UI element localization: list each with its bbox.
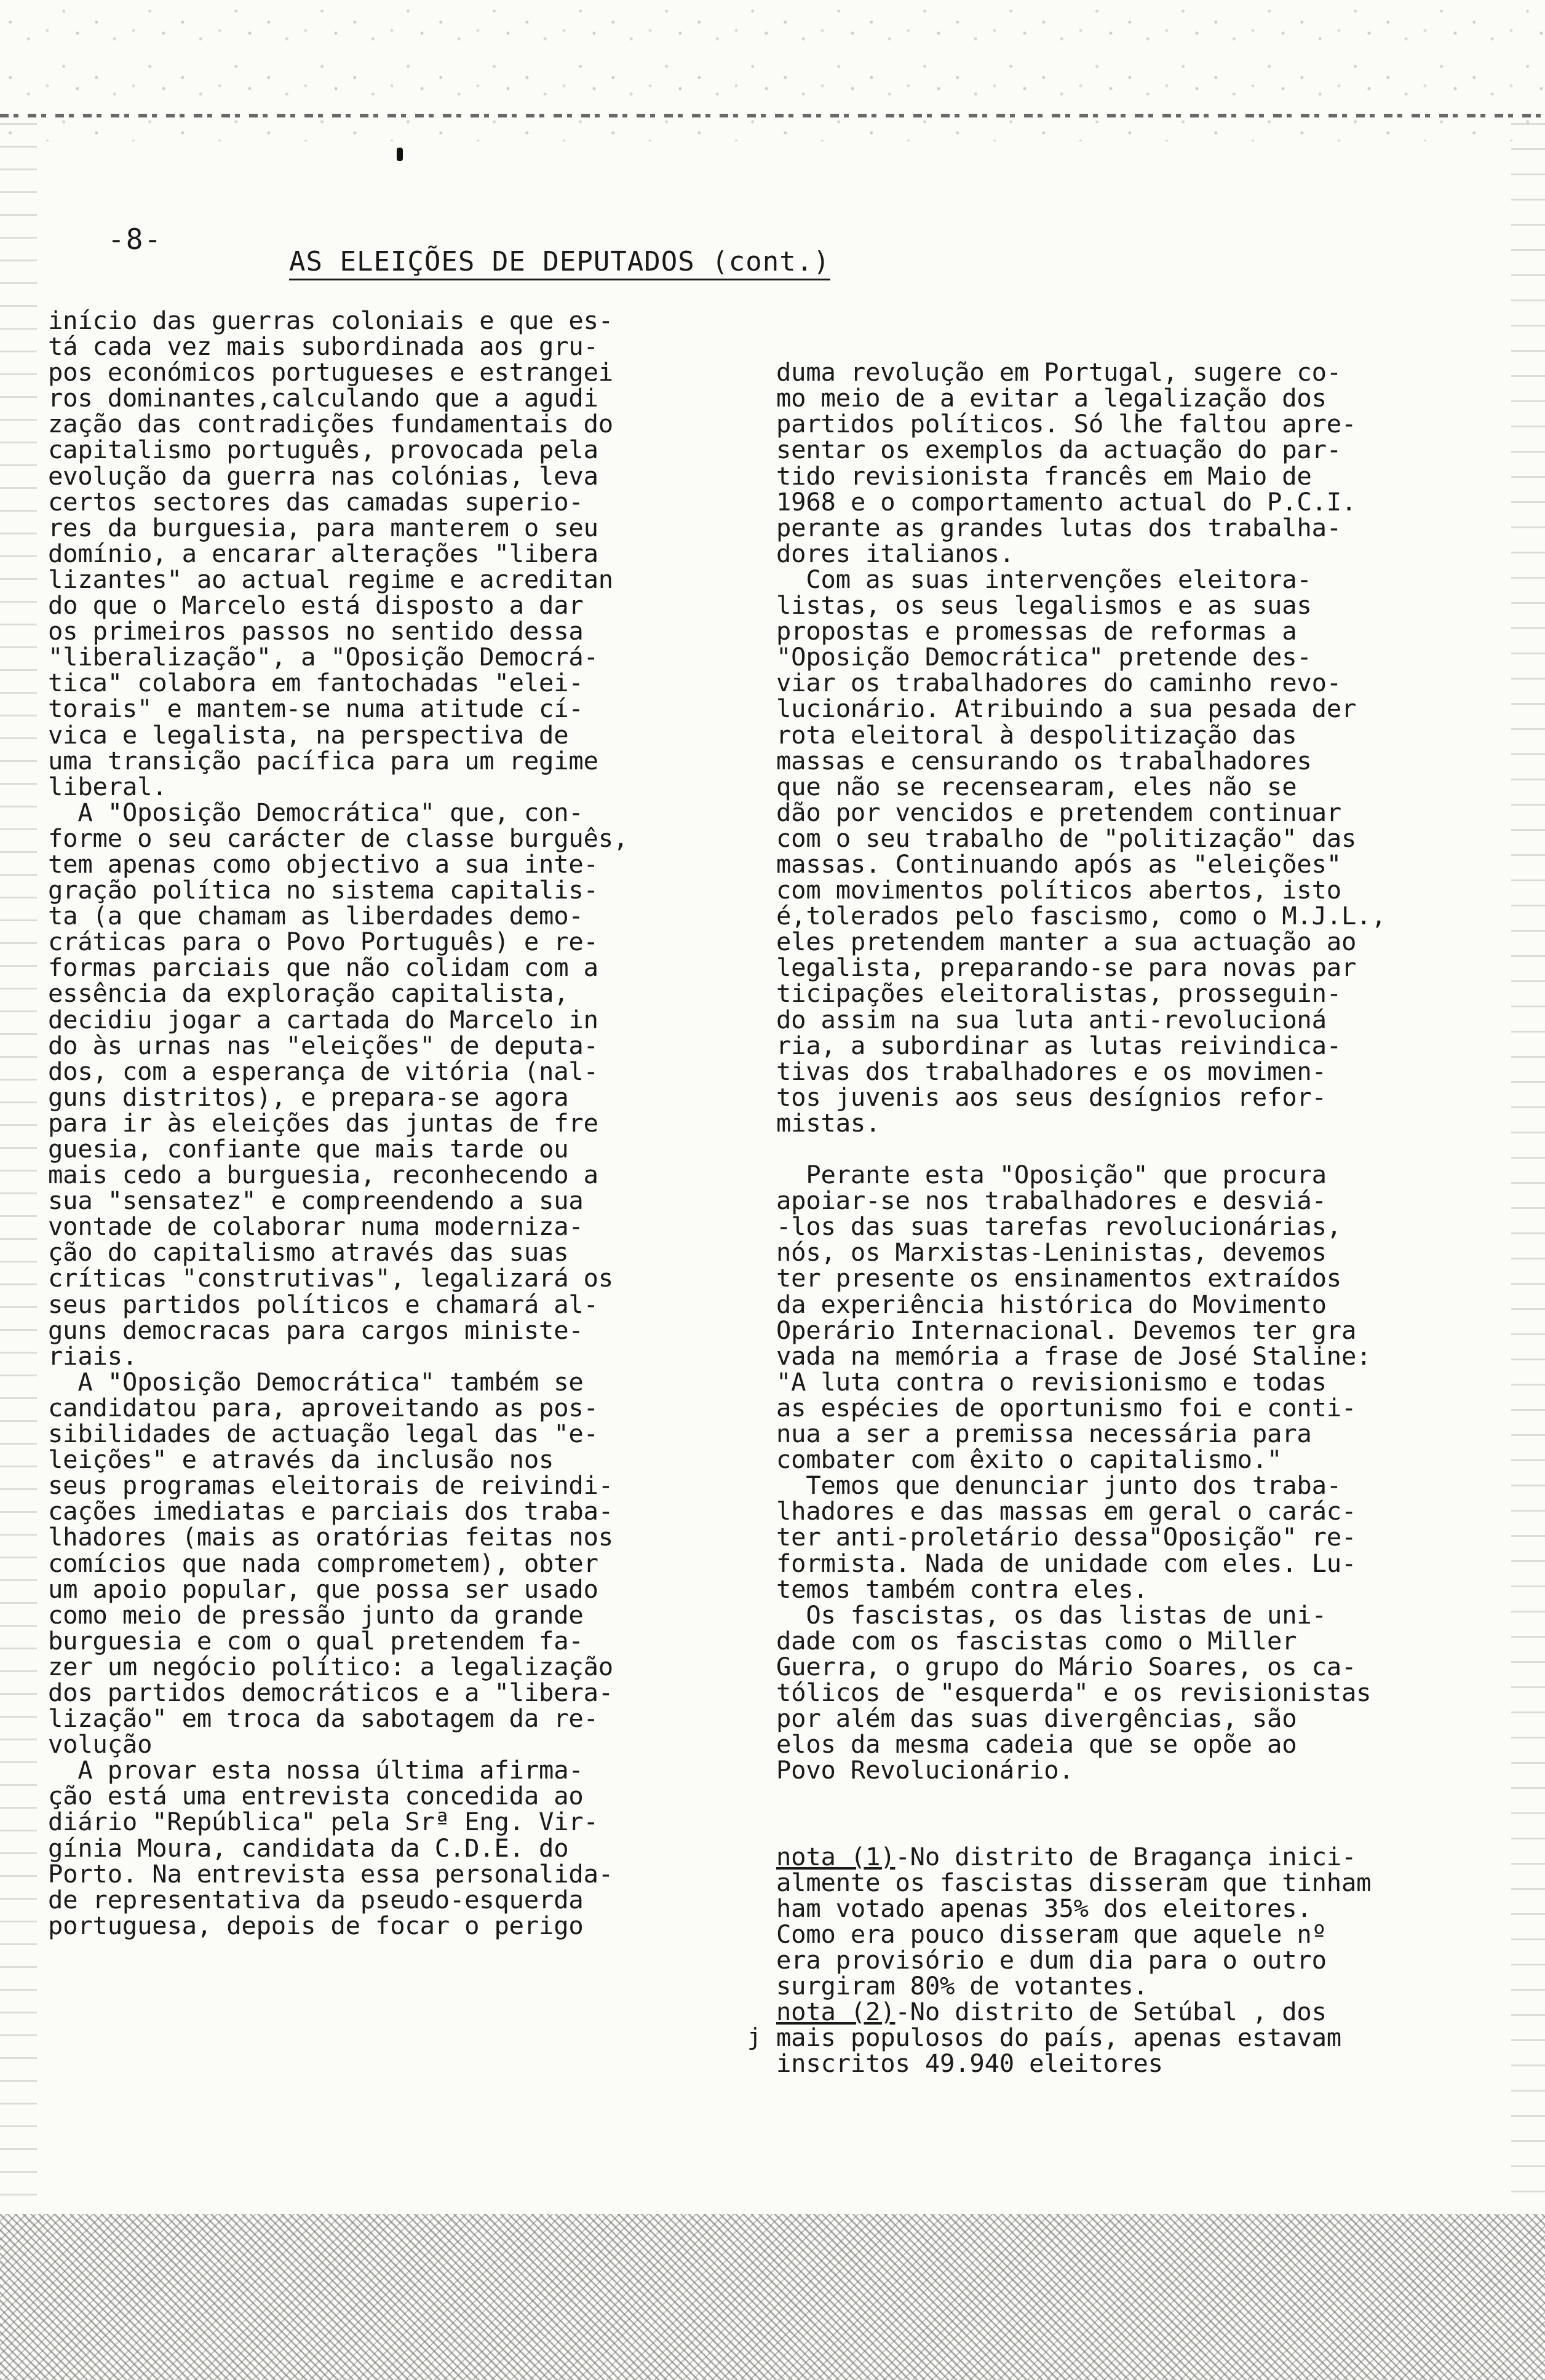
text-line: seus partidos políticos e chamará al- [48, 1289, 598, 1319]
page-title: AS ELEIÇÕES DE DEPUTADOS (cont.) [289, 246, 830, 280]
text-line: os primeiros passos no sentido dessa [48, 616, 584, 646]
text-line: críticas "construtivas", legalizará os [48, 1263, 613, 1293]
text-line: nós, os Marxistas-Leninistas, devemos [776, 1237, 1327, 1267]
text-line: riais. [48, 1341, 138, 1371]
note-line [776, 1947, 1520, 1973]
note-text: surgiram 80% de votantes. [776, 1971, 1148, 2001]
note-text: -No distrito de Setúbal , dos [895, 1997, 1327, 2027]
note-text: almente os fascistas disseram que tinham [776, 1867, 1372, 1897]
text-line: por além das suas divergências, são [776, 1704, 1297, 1734]
text-line: lhadores e das massas em geral o carác- [776, 1496, 1357, 1526]
text-line: sentar os exemplos da actuação do par- [776, 435, 1341, 465]
text-line: dade com os fascistas como o Miller [776, 1625, 1297, 1656]
text-line: tem apenas como objectivo a sua inte- [48, 849, 598, 879]
text-line: gínia Moura, candidata da C.D.E. do [48, 1833, 569, 1863]
note-line [776, 1999, 1520, 2025]
text-line: do assim na sua luta anti-revolucioná [776, 1004, 1327, 1034]
text-line: gração política no sistema capitalis- [48, 875, 598, 905]
text-line: massas. Continuando após as "eleições" [776, 849, 1341, 879]
notes [776, 1835, 1520, 2077]
text-line: Os fascistas, os das listas de uni- [776, 1600, 1327, 1630]
text-line: massas e censurando os trabalhadores [776, 745, 1312, 775]
text-line: Temos que denunciar junto dos traba- [776, 1470, 1341, 1501]
margin-mark: j [747, 2023, 761, 2050]
text-line: tá cada vez mais subordinada aos gru- [48, 331, 598, 362]
text-line: A "Oposição Democrática" que, con- [48, 797, 584, 827]
text-line: lização" em troca da sabotagem da re- [48, 1704, 598, 1734]
text-line: partidos políticos. Só lhe faltou apre- [776, 409, 1357, 439]
text-line: listas, os seus legalismos e as suas [776, 590, 1312, 621]
text-line: propostas e promessas de reformas a [776, 616, 1297, 646]
text-line: ção está uma entrevista concedida ao [48, 1781, 584, 1811]
text-line: início das guerras coloniais e que es- [48, 306, 613, 335]
text-line: legalista, preparando-se para novas par [776, 953, 1357, 983]
right-column-body [776, 359, 1520, 1783]
text-line: ria, a subordinar as lutas reivindica- [776, 1030, 1341, 1060]
text-line: tólicos de "esquerda" e os revisionistas [776, 1677, 1372, 1707]
text-line: Guerra, o grupo do Mário Soares, os ca- [776, 1651, 1357, 1681]
text-line: vada na memória a frase de José Staline: [776, 1341, 1372, 1371]
text-line: guesia, confiante que mais tarde ou [48, 1134, 569, 1164]
text-line: burguesia e com o qual pretendem fa- [48, 1625, 584, 1656]
note-label: nota (1) [776, 1841, 896, 1871]
text-line: duma revolução em Portugal, sugere co- [776, 357, 1341, 387]
left-column [48, 307, 761, 1938]
text-line: do às urnas nas "eleições" de deputa- [48, 1030, 598, 1060]
text-line: tica" colabora em fantochadas "elei- [48, 668, 584, 698]
text-line: "A luta contra o revisionismo e todas [776, 1367, 1327, 1397]
note-text: inscritos 49.940 eleitores [776, 2049, 1163, 2079]
note-line [776, 2023, 1520, 2053]
text-line: mo meio de a evitar a legalização dos [776, 383, 1327, 413]
bottom-noise [0, 2214, 1545, 2380]
text-line: -los das suas tarefas revolucionárias, [776, 1212, 1341, 1242]
text-line: ter anti-proletário dessa"Oposição" re- [776, 1522, 1357, 1552]
text-line: as espécies de oportunismo foi e conti- [776, 1392, 1357, 1422]
text-line: elos da mesma cadeia que se opõe ao [776, 1729, 1297, 1759]
note-line [776, 1841, 1520, 1871]
text-line: do que o Marcelo está disposto a dar [48, 590, 584, 621]
text-line: Porto. Na entrevista essa personalida- [48, 1858, 613, 1889]
text-line: ter presente os ensinamentos extraídos [776, 1263, 1341, 1293]
text-line: um apoio popular, que possa ser usado [48, 1574, 598, 1604]
note-text: mais populosos do país, apenas estavam [776, 2023, 1341, 2053]
text-line: "liberalização", a "Oposição Democrá- [48, 642, 598, 672]
top-noise [0, 0, 1545, 141]
text-line: ta (a que chamam as liberdades demo- [48, 901, 584, 931]
text-line: Operário Internacional. Devemos ter gra [776, 1315, 1357, 1345]
text-line: domínio, a encarar alterações "libera [48, 538, 598, 568]
text-line: tivas dos trabalhadores e os movimen- [776, 1056, 1327, 1086]
note-text: era provisório e dum dia para o outro [776, 1945, 1327, 1975]
page-number: -8- [108, 223, 163, 256]
text-line: uma transição pacífica para um regime [48, 745, 598, 775]
text-line: tos juvenis aos seus desígnios refor- [776, 1082, 1327, 1112]
text-line: seus programas eleitorais de reivindi- [48, 1470, 613, 1501]
text-line: res da burguesia, para manterem o seu [48, 512, 598, 542]
text-line: diário "República" pela Srª Eng. Vir- [48, 1807, 598, 1837]
text-line: vontade de colaborar numa moderniza- [48, 1212, 584, 1242]
note-line [776, 2049, 1520, 2079]
note-line [776, 1973, 1520, 1999]
text-line: ros dominantes,calculando que a agudi [48, 383, 598, 413]
text-line: formas parciais que não colidam com a [48, 953, 598, 983]
text-line: apoiar-se nos trabalhadores e desviá- [776, 1186, 1327, 1216]
text-line: da experiência histórica do Movimento [776, 1289, 1327, 1319]
text-line: mais cedo a burguesia, reconhecendo a [48, 1160, 598, 1190]
text-line: Povo Revolucionário. [776, 1755, 1074, 1785]
text-line: dão por vencidos e pretendem continuar [776, 797, 1341, 827]
text-line [776, 1136, 1520, 1162]
text-line: lucionário. Atribuindo a sua pesada der [776, 694, 1357, 724]
text-line: leições" e através da inclusão nos [48, 1445, 554, 1475]
text-line: decidiu jogar a cartada do Marcelo in [48, 1004, 598, 1034]
note-text: -No distrito de Bragança inici- [895, 1841, 1357, 1871]
text-line: mistas. [776, 1108, 881, 1138]
text-line: zação das contradições fundamentais do [48, 409, 613, 439]
text-line: ticipações eleitoralistas, prosseguin- [776, 978, 1341, 1009]
text-line: tido revisionista francês em Maio de [776, 461, 1312, 491]
text-line: 1968 e o comportamento actual do P.C.I. [776, 486, 1357, 517]
text-line: viar os trabalhadores do caminho revo- [776, 668, 1341, 698]
text-line: forme o seu carácter de classe burguês, [48, 823, 629, 853]
left-edge-noise [0, 123, 37, 2214]
text-line: certos sectores das camadas superio- [48, 486, 584, 517]
text-line: combater com êxito o capitalismo." [776, 1445, 1282, 1475]
top-rule [0, 114, 1545, 117]
text-line: vica e legalista, na perspectiva de [48, 720, 569, 750]
text-line: capitalismo português, provocada pela [48, 435, 598, 465]
text-line: guns distritos), e prepara-se agora [48, 1082, 569, 1112]
text-line: para ir às eleições das juntas de fre [48, 1108, 598, 1138]
text-line: torais" e mantem-se numa atitude cí- [48, 694, 584, 724]
text-line: A "Oposição Democrática" também se [48, 1367, 584, 1397]
note-line [776, 1867, 1520, 1897]
text-line: como meio de pressão junto da grande [48, 1600, 584, 1630]
text-line: guns democracas para cargos ministe- [48, 1315, 584, 1345]
text-line: com o seu trabalho de "politização" das [776, 823, 1357, 853]
text-line: comícios que nada comprometem), obter [48, 1548, 598, 1578]
text-line: temos também contra eles. [776, 1574, 1148, 1604]
text-line: A provar esta nossa última afirma- [48, 1755, 584, 1785]
note-label: nota (2) [776, 1997, 896, 2027]
text-line: pos económicos portugueses e estrangei [48, 357, 613, 387]
text-line: essência da exploração capitalista, [48, 978, 569, 1009]
text-line: liberal. [48, 771, 167, 801]
text-line: eles pretendem manter a sua actuação ao [776, 927, 1357, 957]
note-line [776, 1895, 1520, 1921]
text-line: lhadores (mais as oratórias feitas nos [48, 1522, 613, 1552]
text-line: cações imediatas e parciais dos traba- [48, 1496, 613, 1526]
text-line: sua "sensatez" e compreendendo a sua [48, 1186, 584, 1216]
text-line: que não se recensearam, eles não se [776, 771, 1297, 801]
text-line: de representativa da pseudo-esquerda [48, 1884, 584, 1914]
text-line: rota eleitoral à despolitização das [776, 720, 1297, 750]
text-line: dos partidos democráticos e a "libera- [48, 1677, 613, 1707]
text-line: é,tolerados pelo fascismo, como o M.J.L., [776, 901, 1386, 931]
text-line: formista. Nada de unidade com eles. Lu- [776, 1548, 1357, 1578]
right-column [776, 307, 1520, 2102]
ink-dot [397, 148, 403, 161]
text-line: evolução da guerra nas colónias, leva [48, 461, 598, 491]
text-line: portuguesa, depois de focar o perigo [48, 1910, 584, 1940]
text-line: "Oposição Democrática" pretende des- [776, 642, 1312, 672]
text-line: lizantes" ao actual regime e acreditan [48, 564, 613, 594]
text-line: com movimentos políticos abertos, isto [776, 875, 1341, 905]
text-line: dores italianos. [776, 538, 1014, 568]
text-line: dos, com a esperança de vitória (nal- [48, 1056, 598, 1086]
text-line: sibilidades de actuação legal das "e- [48, 1419, 598, 1449]
note-text: Como era pouco disseram que aquele nº [776, 1919, 1327, 1949]
note-text: ham votado apenas 35% dos eleitores. [776, 1893, 1312, 1923]
text-line: ção do capitalismo através das suas [48, 1237, 569, 1267]
text-line: zer um negócio político: a legalização [48, 1651, 613, 1681]
text-line: cráticas para o Povo Português) e re- [48, 927, 598, 957]
text-line: nua a ser a premissa necessária para [776, 1419, 1312, 1449]
text-line: candidatou para, aproveitando as pos- [48, 1392, 598, 1422]
text-line: perante as grandes lutas dos trabalha- [776, 512, 1341, 542]
text-line: Com as suas intervenções eleitora- [776, 564, 1312, 594]
text-line: volução [48, 1729, 153, 1759]
text-line: Perante esta "Oposição" que procura [776, 1160, 1327, 1190]
note-line [776, 1921, 1520, 1947]
